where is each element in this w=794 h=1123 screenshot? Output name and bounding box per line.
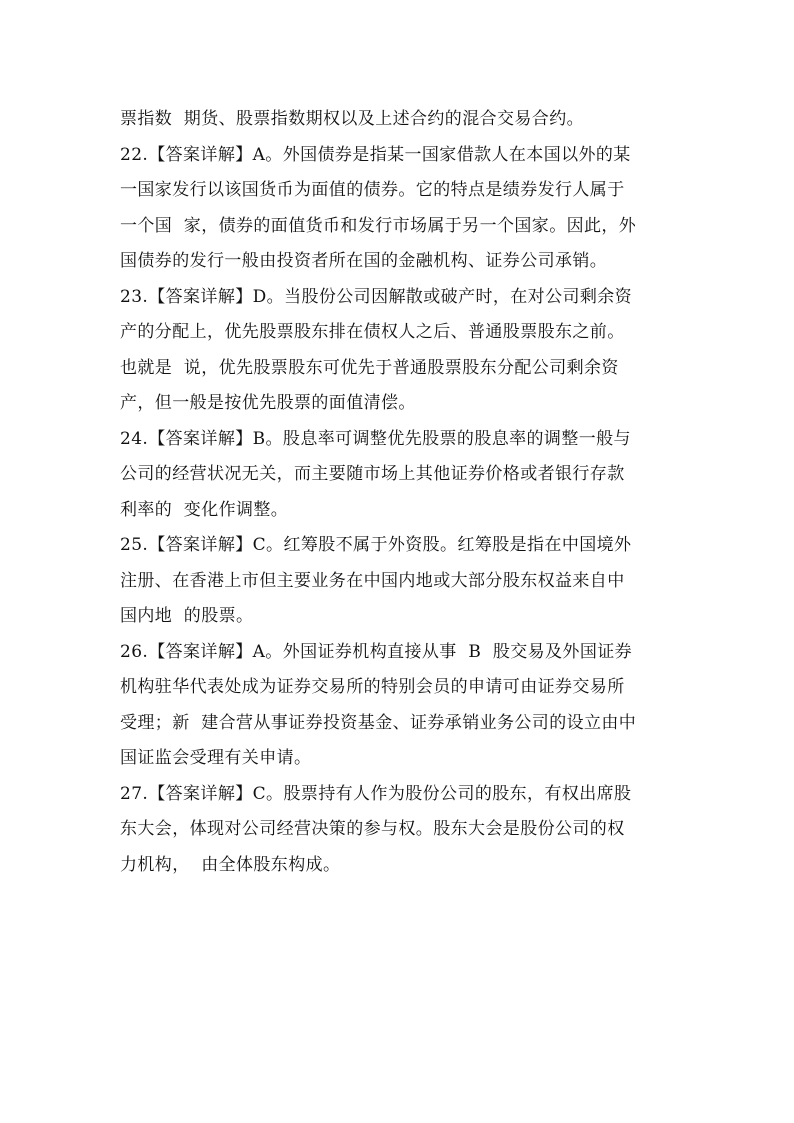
text-line: 票指数 期货、股票指数期权以及上述合约的混合交易合约。 bbox=[120, 109, 585, 129]
text-line: 22.【答案详解】A。外国债券是指某一国家借款人在本国以外的某 bbox=[120, 144, 631, 165]
text-line: 利率的 变化作调整。 bbox=[120, 499, 289, 520]
text-line: 产的分配上，优先股票股东排在债权人之后、普通股票股东之前。 bbox=[120, 322, 625, 342]
text-line: 27.【答案详解】C。股票持有人作为股份公司的股东，有权出席股 bbox=[120, 783, 632, 804]
text-line: 注册、在香港上市但主要业务在中国内地或大部分股东权益来自中 bbox=[120, 570, 625, 591]
text-line: 国债券的发行一般由投资者所在国的金融机构、证券公司承销。 bbox=[120, 251, 608, 271]
text-line: 机构驻华代表处成为证券交易所的特别会员的申请可由证券交易所 bbox=[120, 677, 625, 697]
text-line: 产，但一般是按优先股票的面值清偿。 bbox=[120, 393, 416, 413]
text-line: 公司的经营状况无关，而主要随市场上其他证券价格或者银行存款 bbox=[120, 464, 625, 484]
text-line: 也就是 说，优先股票股东可优先于普通股票股东分配公司剩余资 bbox=[120, 357, 619, 378]
text-line: 24.【答案详解】B。股息率可调整优先股票的股息率的调整一般与 bbox=[120, 428, 631, 449]
text-line: 国内地 的股票。 bbox=[120, 606, 254, 626]
text-line: 25.【答案详解】C。红筹股不属于外资股。红筹股是指在中国境外 bbox=[120, 535, 632, 555]
text-line: 23.【答案详解】D。当股份公司因解散或破产时，在对公司剩余资 bbox=[120, 286, 633, 307]
text-line: 国证监会受理有关申请。 bbox=[120, 748, 312, 768]
text-line: 一个国 家，债券的面值货币和发行市场属于另一个国家。因此，外 bbox=[120, 215, 637, 236]
text-line: 一国家发行以该国货币为面值的债券。它的特点是绩券发行人属于 bbox=[120, 180, 625, 200]
text-line: 力机构， 由全体股东构成。 bbox=[120, 854, 341, 875]
text-line: 东大会，体现对公司经营决策的参与权。股东大会是股份公司的权 bbox=[120, 819, 625, 839]
text-line: 受理；新 建合营从事证券投资基金、证券承销业务公司的设立由中 bbox=[120, 712, 637, 733]
document-body bbox=[120, 102, 680, 883]
text-line: 26.【答案详解】A。外国证券机构直接从事 B 股交易及外国证券 bbox=[120, 641, 633, 662]
